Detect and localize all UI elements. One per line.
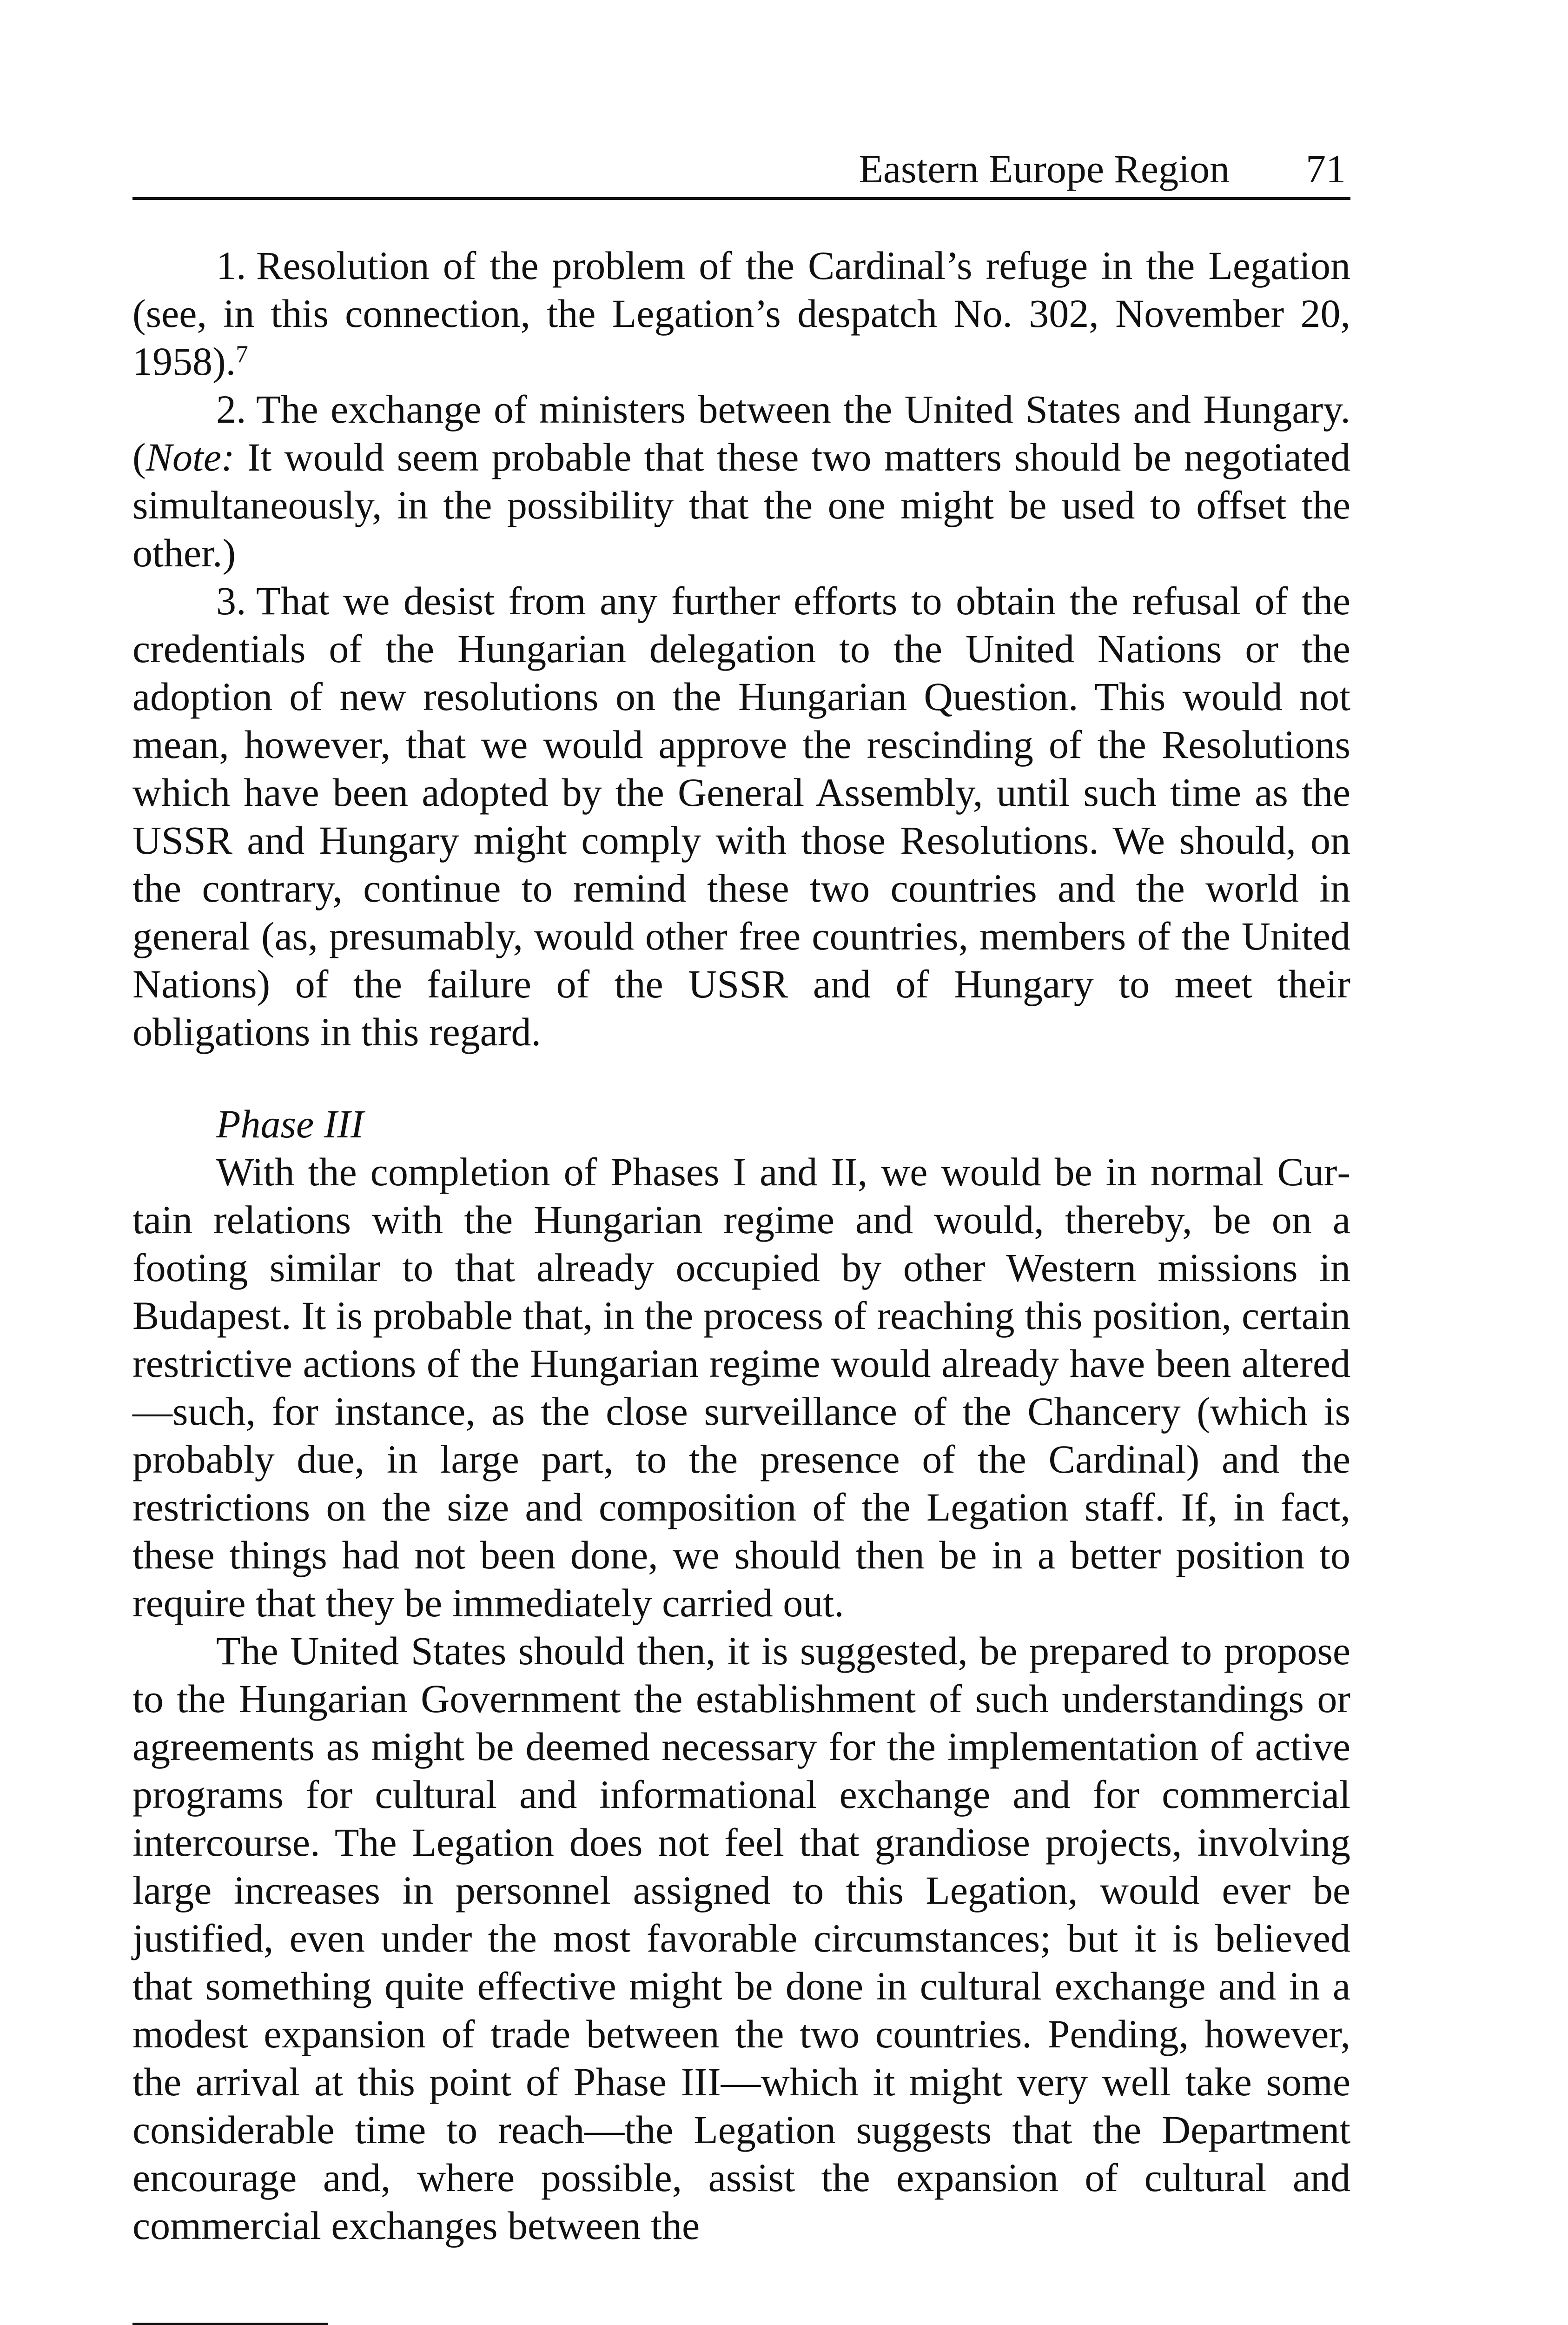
body-paragraph: With the completion of Phases I and II, we would be in normal Curtain relations with the Hungarian regime and would, thereby, be on a footing similar to that already occupied by other Western missions in Budapest. It is probable that, in the process of reaching this position, certain restrictive actions of the Hungarian regime would already have been altered—such, for instance, as the close surveillance of the Chancery (which is probably due, in large part, to the presence of the Cardinal) and the restrictions on the size and composition of the Legation staff. If, in fact, these things had not been done, we should then be in a better position to require that they be immediately carried out. bbox=[132, 1149, 1350, 1625]
note-text: It would seem probable that these two matters should be negotiated simultaneously, in the possibility that the one might be used to offset the other.) bbox=[132, 435, 1351, 575]
running-head bbox=[132, 140, 1350, 200]
item-text: That we desist from any further efforts to obtain the refusal of the credentials of the Hungarian delegation to the United Nations or the adoption of new resolutions on the Hungarian Question. This would not mean, however, that we would approve the rescinding of the Resolutions which have been adopted by the General Assembly, until such time as the USSR and Hungary might comply with those Resolutions. We should, on the contrary, continue to remind these two countries and the world in general (as, presumably, would other free countries, members of the United Nations) of the failure of the USSR and of Hungary to meet their obligations in this regard. bbox=[132, 578, 1350, 1054]
body-paragraph: The United States should then, it is suggested, be prepared to propose to the Hungarian Government the establishment of such understandings or agreements as might be deemed necessary for the implementation of active programs for cultural and informational exchange and for commercial intercourse. The Legation does not feel that grandiose projects, involving large increases in personnel assigned to this Legation, would ever be justified, even under the most favorable circumstances; but it is believed that something quite effective might be done in cultural exchange and in a modest expansion of trade between the two countries. Pending, however, the arrival at this point of Phase III—which it might very well take some considerable time to reach—the Legation suggests that the Department encourage and, where possible, assist the expansion of cultural and commercial exchanges between the bbox=[132, 1628, 1350, 2248]
numbered-item-3 bbox=[132, 577, 1350, 1056]
numbered-item-1 bbox=[132, 242, 1350, 385]
note-label: Note: bbox=[146, 435, 235, 479]
item-text: Resolution of the problem of the Cardinal’s refuge in the Legation (see, in this connection, the Legation’s despatch No. 302, November 20, 1958). bbox=[132, 243, 1350, 384]
section-heading: Phase III bbox=[216, 1102, 364, 1146]
footnote-reference: 7 bbox=[236, 340, 248, 368]
body-text bbox=[132, 242, 1350, 2250]
item-number: 3. bbox=[216, 578, 246, 623]
page-number: 71 bbox=[1306, 146, 1346, 191]
footnote-divider bbox=[132, 2323, 328, 2325]
numbered-item-2 bbox=[132, 385, 1350, 577]
item-number: 1. bbox=[216, 243, 246, 288]
note-open-paren: ( bbox=[132, 435, 146, 479]
item-text: The exchange of ministers between the United States and Hungary. bbox=[256, 387, 1350, 432]
item-number: 2. bbox=[216, 387, 246, 432]
running-head-title: Eastern Europe Region bbox=[859, 146, 1230, 191]
